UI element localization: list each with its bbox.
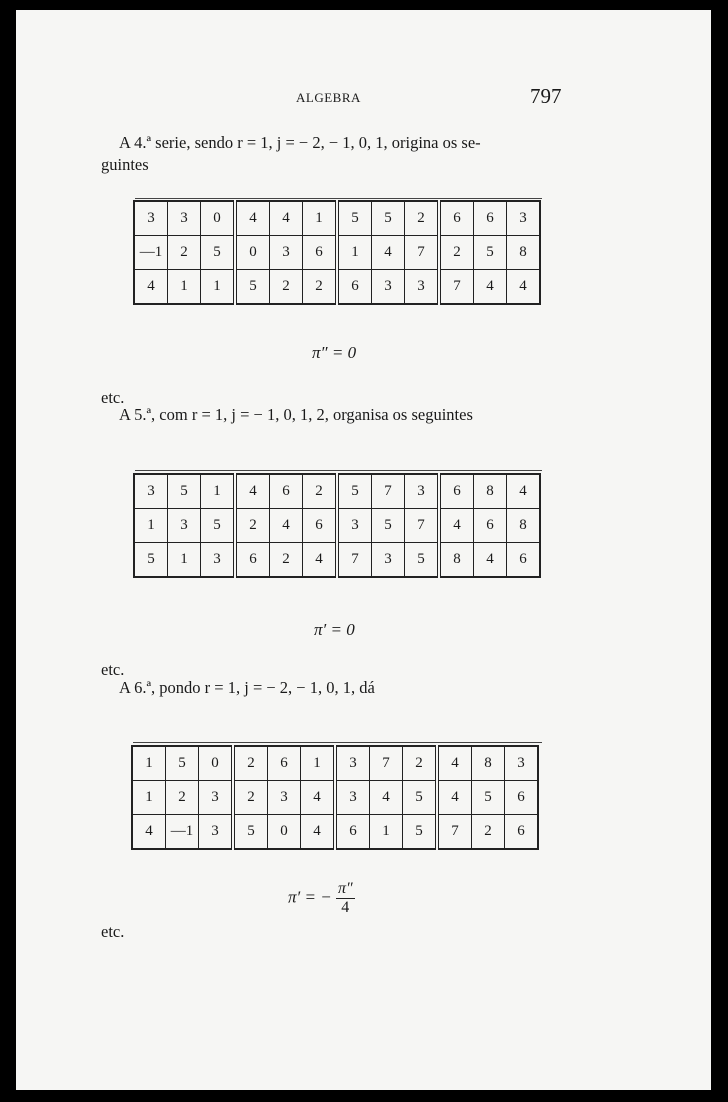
table-top-rule [135,470,542,471]
section4-intro-line1: A 4.ª serie, sendo r = 1, j = − 2, − 1, 0, 1, origina os se- [119,133,481,152]
table-cell: 8 [439,543,474,578]
table-cell: 3 [337,509,372,543]
table-cell: 7 [437,815,472,850]
table-cell: 3 [335,781,370,815]
table-cell: 5 [337,201,372,236]
table-cell: 3 [168,201,201,236]
section4-etc: etc. [101,388,125,407]
table-row [132,815,538,850]
table-cell: 4 [437,746,472,781]
table-cell: 3 [372,543,405,578]
table-cell: 5 [201,236,236,270]
table-cell: 0 [199,746,234,781]
table-row [134,543,540,578]
table-cell: 6 [505,781,539,815]
table-row [134,236,540,270]
table-cell: 2 [168,236,201,270]
table-cell: 2 [303,270,338,305]
table-top-rule [135,198,542,199]
table-cell: 3 [201,543,236,578]
table-cell: 4 [303,543,338,578]
table-cell: 3 [405,474,440,509]
table-cell: 4 [235,201,270,236]
table-cell: 4 [507,270,541,305]
table-cell: 5 [134,543,168,578]
table-cell: 3 [505,746,539,781]
table-cell: 4 [370,781,403,815]
table-cell: 3 [335,746,370,781]
table-cell: 8 [474,474,507,509]
table-cell: 1 [370,815,403,850]
section6-etc: etc. [101,922,125,941]
table-row [132,746,538,781]
table-cell: 2 [270,270,303,305]
table-cell: 2 [439,236,474,270]
table-cell: 4 [474,543,507,578]
table-top-rule [133,742,542,743]
table-cell: 0 [235,236,270,270]
section5-intro: A 5.ª, com r = 1, j = − 1, 0, 1, 2, organisa os seguintes [119,405,473,424]
table-cell: 3 [134,201,168,236]
table-cell: 5 [337,474,372,509]
table-cell: 5 [235,270,270,305]
table-cell: 6 [335,815,370,850]
fraction-numerator: π″ [337,880,353,897]
table-cell: 5 [472,781,505,815]
table-cell: —1 [166,815,199,850]
table-cell: 3 [405,270,440,305]
section5-formula: π′ = 0 [314,620,355,639]
section6-formula [288,880,355,917]
table-cell: 1 [303,201,338,236]
section4-intro-line2: guintes [101,155,149,174]
table-cell: 1 [132,781,166,815]
table-cell: —1 [134,236,168,270]
table-cell: 3 [199,815,234,850]
series5-table [133,473,541,578]
table-cell: 3 [270,236,303,270]
table-cell: 3 [268,781,301,815]
table-cell: 6 [474,509,507,543]
table-row [134,474,540,509]
table-cell: 4 [235,474,270,509]
table-cell: 5 [372,201,405,236]
section6-intro: A 6.ª, pondo r = 1, j = − 2, − 1, 0, 1, dá [119,678,375,697]
table-cell: 5 [201,509,236,543]
table-cell: 4 [301,781,336,815]
table-cell: 1 [337,236,372,270]
table-cell: 4 [270,201,303,236]
table-cell: 5 [403,781,438,815]
table-cell: 4 [134,270,168,305]
table-cell: 0 [201,201,236,236]
fraction [336,880,355,917]
series6-table [131,745,539,850]
table-cell: 5 [372,509,405,543]
running-header: ALGEBRA [296,90,361,105]
table-cell: 5 [166,746,199,781]
table-cell: 2 [270,543,303,578]
formula-lhs: π′ = − [288,887,332,907]
table-cell: 3 [168,509,201,543]
page-number: 797 [530,84,562,108]
table-row [134,201,540,236]
section5-etc: etc. [101,660,125,679]
table-cell: 2 [235,509,270,543]
table-cell: 4 [439,509,474,543]
table-cell: 2 [166,781,199,815]
fraction-denominator: 4 [341,899,350,916]
table-cell: 8 [472,746,505,781]
table-cell: 6 [270,474,303,509]
table-cell: 2 [405,201,440,236]
table-cell: 6 [268,746,301,781]
table-cell: 7 [405,509,440,543]
table-cell: 8 [507,509,541,543]
table-cell: 3 [199,781,234,815]
table-cell: 4 [301,815,336,850]
table-cell: 6 [303,236,338,270]
series4-table [133,200,541,305]
table-cell: 6 [507,543,541,578]
table-cell: 2 [233,746,268,781]
table-row [134,509,540,543]
table-cell: 4 [270,509,303,543]
table-cell: 4 [507,474,541,509]
table-cell: 0 [268,815,301,850]
table-cell: 5 [403,815,438,850]
table-cell: 1 [301,746,336,781]
table-cell: 3 [372,270,405,305]
table-row [132,781,538,815]
table-cell: 5 [474,236,507,270]
section4-formula: π″ = 0 [312,343,357,362]
table-cell: 4 [372,236,405,270]
table-cell: 1 [168,543,201,578]
table-cell: 2 [403,746,438,781]
table-cell: 6 [235,543,270,578]
table-cell: 6 [439,201,474,236]
table-cell: 6 [474,201,507,236]
table-cell: 5 [233,815,268,850]
table-cell: 5 [405,543,440,578]
table-cell: 3 [134,474,168,509]
table-cell: 6 [505,815,539,850]
table-cell: 4 [132,815,166,850]
table-cell: 8 [507,236,541,270]
table-cell: 1 [132,746,166,781]
table-cell: 3 [507,201,541,236]
table-cell: 6 [439,474,474,509]
table-cell: 7 [405,236,440,270]
table-cell: 7 [337,543,372,578]
table-cell: 4 [474,270,507,305]
table-cell: 6 [303,509,338,543]
table-cell: 2 [472,815,505,850]
table-cell: 4 [437,781,472,815]
table-cell: 2 [303,474,338,509]
table-cell: 1 [201,270,236,305]
table-cell: 7 [372,474,405,509]
table-cell: 6 [337,270,372,305]
table-cell: 1 [134,509,168,543]
table-cell: 1 [201,474,236,509]
table-row [134,270,540,305]
table-cell: 7 [370,746,403,781]
table-cell: 7 [439,270,474,305]
table-cell: 1 [168,270,201,305]
table-cell: 2 [233,781,268,815]
table-cell: 5 [168,474,201,509]
